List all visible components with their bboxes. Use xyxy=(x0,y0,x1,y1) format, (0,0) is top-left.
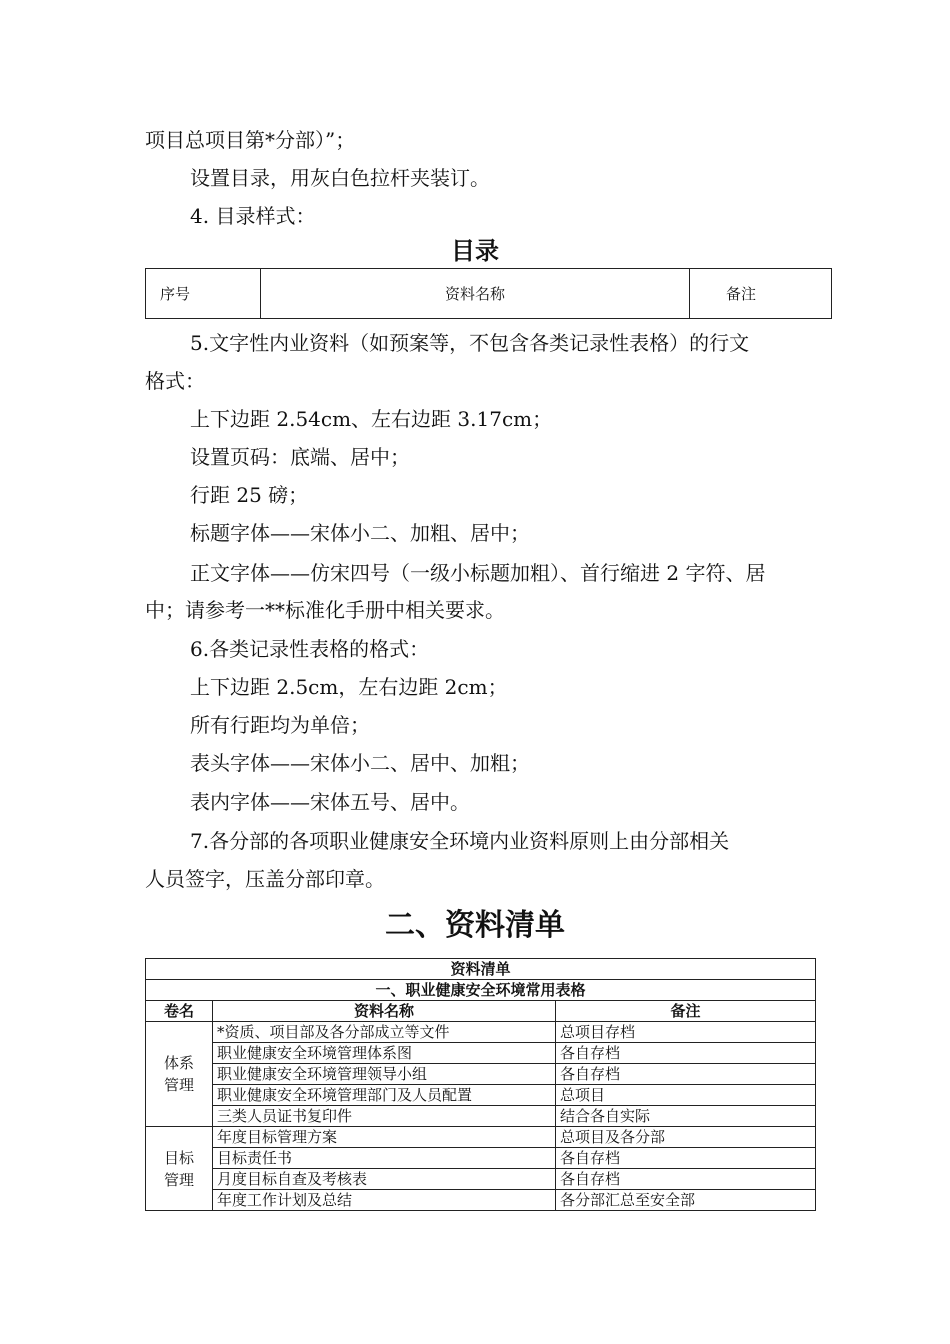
para-line: 上下边距 2.5cm，左右边距 2cm； xyxy=(190,675,508,699)
item-name: 月度目标自查及考核表 xyxy=(213,1169,556,1190)
item-name: 目标责任书 xyxy=(213,1148,556,1169)
item-name: 年度工作计划及总结 xyxy=(213,1190,556,1211)
table-row xyxy=(146,1190,816,1211)
volume-cell: 体系管理 xyxy=(146,1022,213,1127)
item-remark: 各自存档 xyxy=(556,1148,816,1169)
para-line: 格式： xyxy=(145,369,205,393)
table-row xyxy=(146,1169,816,1190)
item-name: 职业健康安全环境管理体系图 xyxy=(213,1043,556,1064)
para-line: 项目总项目第*分部）”； xyxy=(145,128,356,152)
para-line: 表头字体——宋体小二、居中、加粗； xyxy=(190,751,530,775)
para-line: 5.文字性内业资料（如预案等，不包含各类记录性表格）的行文 xyxy=(190,331,750,355)
item-remark: 总项目 xyxy=(556,1085,816,1106)
para-line: 标题字体——宋体小二、加粗、居中； xyxy=(190,521,530,545)
table-row xyxy=(146,1064,816,1085)
item-name: 三类人员证书复印件 xyxy=(213,1106,556,1127)
para-line: 所有行距均为单倍； xyxy=(190,713,370,737)
para-line: 设置页码：底端、居中； xyxy=(190,445,410,469)
item-remark: 各自存档 xyxy=(556,1043,816,1064)
item-remark: 各分部汇总至安全部 xyxy=(556,1190,816,1211)
para-line: 上下边距 2.54cm、左右边距 3.17cm； xyxy=(190,407,553,431)
toc-col-number: 序号 xyxy=(146,269,261,319)
section-title: 二、资料清单 xyxy=(385,908,565,943)
para-line: 正文字体——仿宋四号（一级小标题加粗）、首行缩进 2 字符、居 xyxy=(190,561,766,585)
para-line: 6.各类记录性表格的格式： xyxy=(190,637,430,661)
list-title: 资料清单 xyxy=(146,959,816,980)
para-line: 7.各分部的各项职业健康安全环境内业资料原则上由分部相关 xyxy=(190,829,730,853)
table-row xyxy=(146,1043,816,1064)
item-name: 职业健康安全环境管理领导小组 xyxy=(213,1064,556,1085)
header-volume: 卷名 xyxy=(146,1001,213,1022)
item-remark: 结合各自实际 xyxy=(556,1106,816,1127)
material-list-table xyxy=(145,958,816,1211)
header-remark: 备注 xyxy=(556,1001,816,1022)
item-name: 年度目标管理方案 xyxy=(213,1127,556,1148)
toc-title: 目录 xyxy=(451,237,499,265)
para-line: 行距 25 磅； xyxy=(190,483,309,507)
table-row xyxy=(146,1085,816,1106)
item-remark: 各自存档 xyxy=(556,1169,816,1190)
toc-col-remark: 备注 xyxy=(690,269,832,319)
item-remark: 总项目及各分部 xyxy=(556,1127,816,1148)
para-line: 中；请参考一**标准化手册中相关要求。 xyxy=(145,598,505,622)
item-remark: 各自存档 xyxy=(556,1064,816,1085)
item-name: 职业健康安全环境管理部门及人员配置 xyxy=(213,1085,556,1106)
toc-table xyxy=(145,268,832,319)
table-row xyxy=(146,1022,816,1043)
list-subtitle: 一、职业健康安全环境常用表格 xyxy=(146,980,816,1001)
para-line: 人员签字，压盖分部印章。 xyxy=(145,867,385,891)
para-line: 4. 目录样式： xyxy=(190,204,316,228)
volume-cell: 目标管理 xyxy=(146,1127,213,1211)
table-row xyxy=(146,1148,816,1169)
item-name: *资质、项目部及各分部成立等文件 xyxy=(213,1022,556,1043)
header-name: 资料名称 xyxy=(213,1001,556,1022)
item-remark: 总项目存档 xyxy=(556,1022,816,1043)
table-row xyxy=(146,1127,816,1148)
toc-col-name: 资料名称 xyxy=(261,269,690,319)
table-row xyxy=(146,1106,816,1127)
para-line: 表内字体——宋体五号、居中。 xyxy=(190,790,470,814)
para-line: 设置目录，用灰白色拉杆夹装订。 xyxy=(190,166,490,190)
